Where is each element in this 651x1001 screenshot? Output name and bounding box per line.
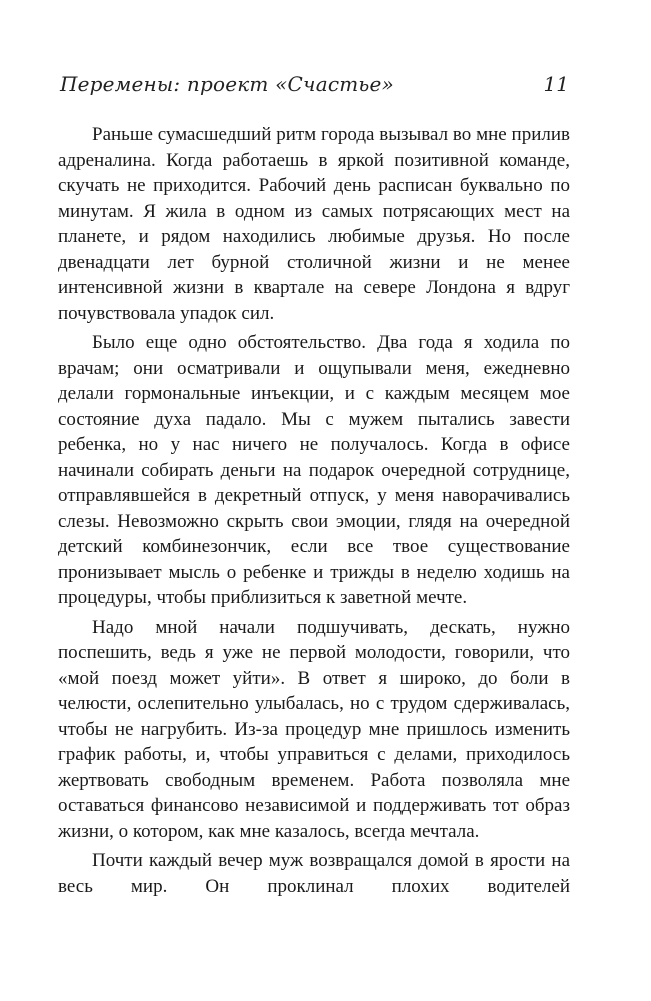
page-number: 11 <box>543 72 569 96</box>
paragraph: Было еще одно обстоятельство. Два года я ходила по врачам; они осматривали и ощупывали меня, ежедневно делали гормональные инъекции, и с каждым месяцем мое состояние духа падало. Мы с мужем пытались завести ребенка, но у нас ничего не получалось. Когда в офисе начинали собирать деньги на подарок очередной сотруднице, отправлявшейся в декретный отпуск, у меня наворачивались слезы. Невозможно скрыть свои эмоции, глядя на очередной детский комбинезончик, если все твое существование пронизывает мысль о ребенке и трижды в неделю ходишь на процедуры, чтобы приблизиться к заветной мечте. <box>58 332 570 608</box>
running-title: Перемены: проект «Счастье» <box>60 72 394 96</box>
body-text <box>58 122 570 903</box>
page-header <box>60 72 569 102</box>
paragraph: Почти каждый вечер муж возвращался домой в ярости на весь мир. Он проклинал плохих водителей <box>58 850 570 897</box>
paragraph: Раньше сумасшедший ритм города вызывал во мне прилив адреналина. Когда работаешь в яркой позитивной команде, скучать не приходится. Рабочий день расписан буквально по минутам. Я жила в одном из самых потрясающих мест на планете, и рядом находились любимые друзья. Но после двенадцати лет бурной столичной жизни и не менее интенсивной жизни в квартале на севере Лондона я вдруг почувствовала упадок сил. <box>58 124 570 324</box>
paragraph: Надо мной начали подшучивать, дескать, нужно поспешить, ведь я уже не первой молодости, говорили, что «мой поезд может уйти». В ответ я широко, до боли в челюсти, ослепительно улыбалась, но с трудом сдерживалась, чтобы не нагрубить. Из-за процедур мне пришлось изменить график работы, и, чтобы управиться с делами, приходилось жертвовать свободным временем. Работа позволяла мне оставаться финансово независимой и поддерживать тот образ жизни, о котором, как мне казалось, всегда мечтала. <box>58 616 570 842</box>
